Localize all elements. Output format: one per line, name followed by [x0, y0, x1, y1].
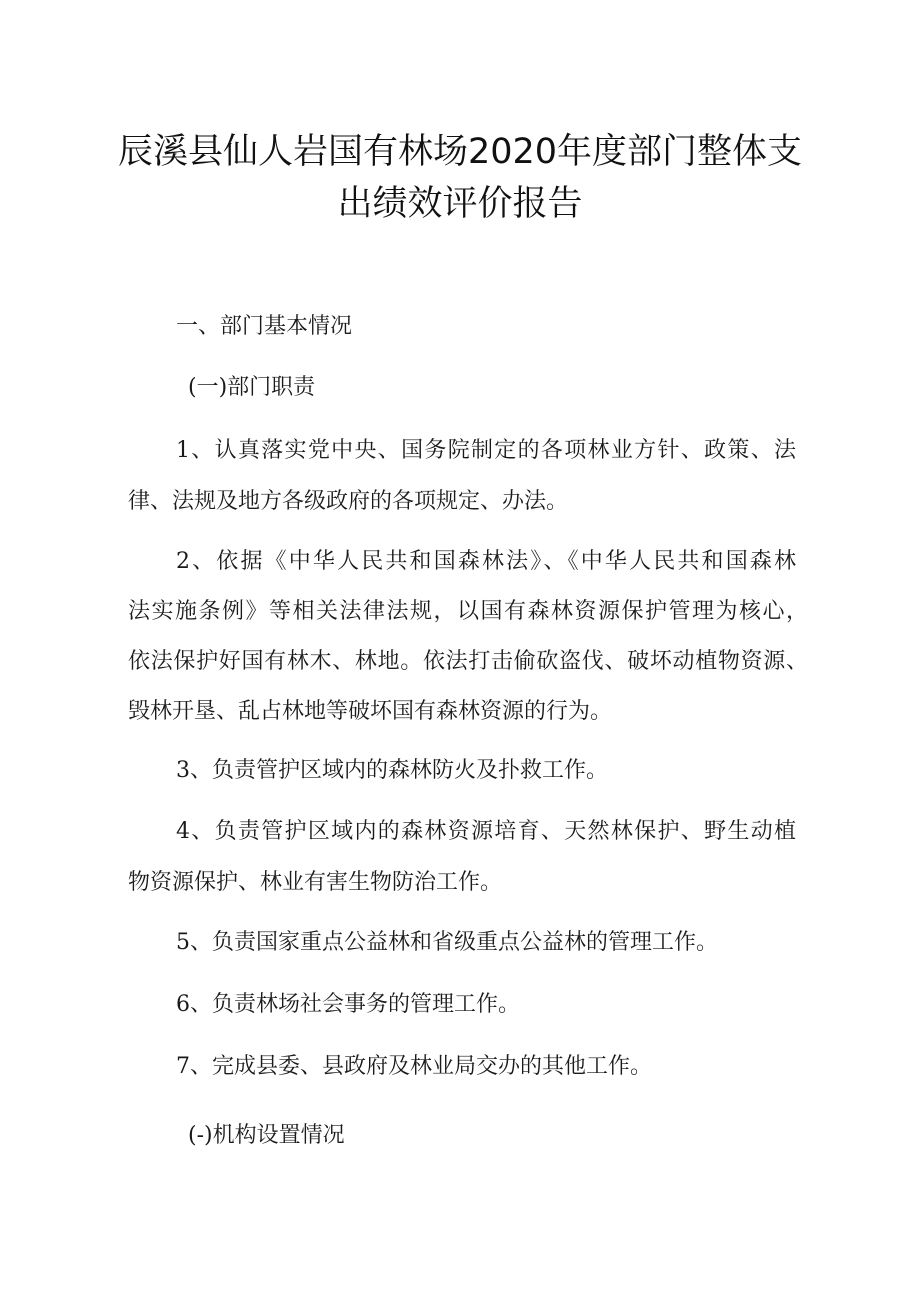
duty-item-2-line-1: 2、依据《中华人民共和国森林法》、《中华人民共和国森林: [176, 549, 796, 574]
duty-item-7: 7、完成县委、县政府及林业局交办的其他工作。: [176, 1054, 652, 1079]
duty-item-1-line-1: 1、认真落实党中央、国务院制定的各项林业方针、政策、法: [176, 438, 796, 463]
subsection-heading-organization: (-)机构设置情况: [188, 1123, 345, 1148]
duty-item-4-line-2: 物资源保护、林业有害生物防治工作。: [128, 870, 503, 895]
duty-item-6: 6、负责林场社会事务的管理工作。: [176, 992, 520, 1017]
document-title-line-2: 出绩效评价报告: [337, 184, 583, 224]
document-title-line-1: 辰溪县仙人岩国有林场2020年度部门整体支: [117, 132, 803, 172]
subsection-heading-duties: (一)部门职责: [188, 375, 316, 400]
duty-item-2-line-2: 法实施条例》等相关法律法规，以国有森林资源保护管理为核心，: [128, 599, 808, 624]
duty-item-4-line-1: 4、负责管护区域内的森林资源培育、天然林保护、野生动植: [176, 819, 796, 844]
section-heading: 一、部门基本情况: [176, 314, 353, 339]
duty-item-2-line-3: 依法保护好国有林木、林地。依法打击偷砍盗伐、破坏动植物资源、: [128, 649, 808, 674]
duty-item-2-line-4: 毁林开垦、乱占林地等破坏国有森林资源的行为。: [128, 699, 613, 724]
duty-item-1-line-2: 律、法规及地方各级政府的各项规定、办法。: [128, 489, 569, 514]
duty-item-5: 5、负责国家重点公益林和省级重点公益林的管理工作。: [176, 930, 718, 955]
duty-item-3: 3、负责管护区域内的森林防火及扑救工作。: [176, 758, 608, 783]
